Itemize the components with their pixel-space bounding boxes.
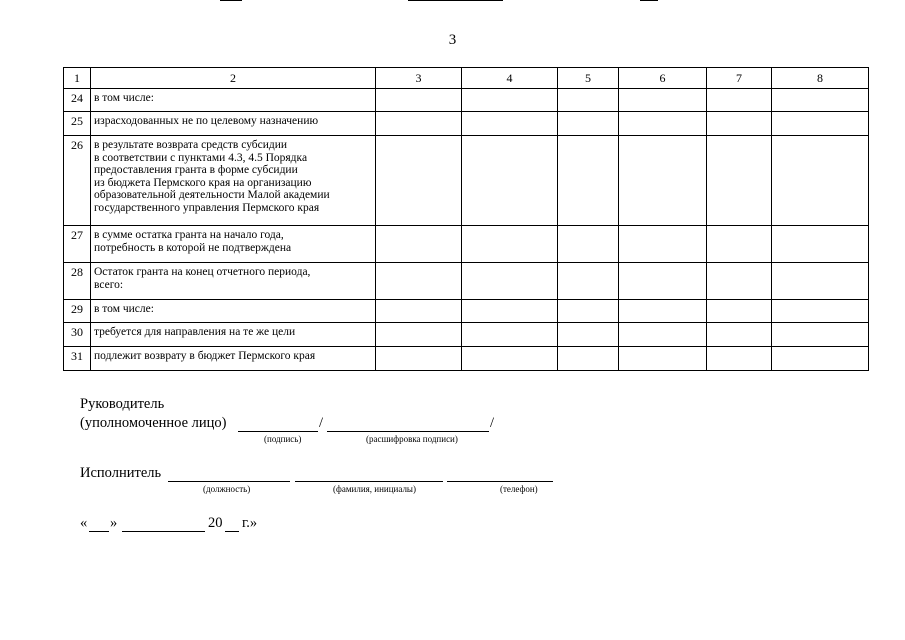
table-cell: [462, 347, 558, 371]
row-number: 28: [64, 263, 91, 300]
table-header-row: [64, 68, 869, 89]
table-row: [64, 112, 869, 136]
caption-name: (фамилия, инициалы): [333, 484, 416, 494]
row-number: 25: [64, 112, 91, 136]
header-cell: 8: [772, 68, 869, 89]
row-label: [91, 226, 376, 263]
table-cell: [772, 300, 869, 323]
executor-position-line: [168, 481, 290, 482]
table-cell: [707, 112, 772, 136]
row-label: [91, 323, 376, 347]
header-cell: 6: [619, 68, 707, 89]
row-label-line: подлежит возврату в бюджет Пермского края: [94, 350, 316, 362]
table-cell: [619, 89, 707, 112]
row-label: [91, 112, 376, 136]
row-number: 26: [64, 136, 91, 226]
caption-phone: (телефон): [500, 484, 538, 494]
header-cell: 1: [64, 68, 91, 89]
executor-name-line: [295, 481, 443, 482]
row-label-line: Остаток гранта на конец отчетного периода,: [94, 266, 311, 278]
executor-label: Исполнитель: [80, 465, 162, 481]
table-cell: [772, 226, 869, 263]
table-row: [64, 226, 869, 263]
header-cell: 4: [462, 68, 558, 89]
table-cell: [707, 300, 772, 323]
row-label-line: в том числе:: [94, 92, 154, 104]
table-cell: [772, 323, 869, 347]
table-cell: [707, 263, 772, 300]
table-cell: [376, 323, 462, 347]
top-rule-right: [640, 0, 658, 1]
table-row: [64, 300, 869, 323]
header-cell: 7: [707, 68, 772, 89]
table-cell: [376, 89, 462, 112]
table-cell: [376, 300, 462, 323]
table-cell: [558, 226, 619, 263]
table-cell: [462, 263, 558, 300]
header-cell: 2: [91, 68, 376, 89]
row-label-line: в результате возврата средств субсидии: [94, 139, 288, 151]
top-rule-left: [220, 0, 242, 1]
table-cell: [619, 136, 707, 226]
table-cell: [619, 323, 707, 347]
row-label-line: в том числе:: [94, 303, 154, 315]
row-number: 29: [64, 300, 91, 323]
table-cell: [619, 263, 707, 300]
date-open-quote: «: [80, 515, 88, 531]
table-cell: [772, 89, 869, 112]
date-close-quote: »: [110, 515, 118, 531]
head-signature-line: [238, 431, 318, 432]
row-number: 24: [64, 89, 91, 112]
table-cell: [558, 89, 619, 112]
table-cell: [462, 89, 558, 112]
page-number: 3: [448, 32, 457, 48]
table-cell: [462, 300, 558, 323]
table-cell: [558, 112, 619, 136]
table-cell: [772, 347, 869, 371]
table-cell: [707, 347, 772, 371]
row-label-line: из бюджета Пермского края на организацию: [94, 176, 312, 189]
row-label-line: израсходованных не по целевому назначению: [94, 115, 319, 127]
table-cell: [707, 323, 772, 347]
head-decoding-line: [327, 431, 489, 432]
slash-separator: /: [319, 415, 324, 431]
header-cell: 3: [376, 68, 462, 89]
table-row: [64, 323, 869, 347]
date-suffix: г.»: [242, 515, 258, 531]
row-label-line: образовательной деятельности Малой академии: [94, 189, 330, 201]
table-cell: [707, 226, 772, 263]
date-year-prefix: 20: [208, 515, 223, 531]
table-cell: [772, 136, 869, 226]
executor-phone-line: [447, 481, 553, 482]
row-label: [91, 136, 376, 226]
table-cell: [558, 347, 619, 371]
row-label-line: государственного управления Пермского края: [94, 201, 320, 214]
row-number: 30: [64, 323, 91, 347]
date-year-line: [225, 531, 239, 532]
row-label-line: всего:: [94, 278, 124, 291]
top-rule-center: [408, 0, 503, 1]
table-cell: [376, 263, 462, 300]
row-label: [91, 263, 376, 300]
table-row: [64, 136, 869, 226]
table-cell: [558, 263, 619, 300]
table-cell: [772, 112, 869, 136]
table-cell: [772, 263, 869, 300]
table-cell: [558, 136, 619, 226]
row-number: 31: [64, 347, 91, 371]
table-cell: [619, 300, 707, 323]
table-row: [64, 89, 869, 112]
row-label-line: в соответствии с пунктами 4.3, 4.5 Порядка: [94, 151, 308, 164]
table-cell: [619, 347, 707, 371]
row-label: [91, 300, 376, 323]
table-cell: [462, 136, 558, 226]
row-label-line: предоставления гранта в форме субсидии: [94, 164, 298, 176]
table-cell: [462, 112, 558, 136]
row-label: [91, 89, 376, 112]
slash-separator: /: [490, 415, 495, 431]
row-label: [91, 347, 376, 371]
table-cell: [619, 112, 707, 136]
table-cell: [376, 226, 462, 263]
date-month-line: [122, 531, 205, 532]
header-cell: 5: [558, 68, 619, 89]
head-role-label: (уполномоченное лицо): [80, 415, 227, 431]
table-cell: [376, 347, 462, 371]
caption-signature: (подпись): [264, 434, 302, 444]
table-cell: [558, 300, 619, 323]
table-cell: [376, 136, 462, 226]
table-cell: [376, 112, 462, 136]
head-label: Руководитель: [80, 396, 165, 412]
table-cell: [619, 226, 707, 263]
table-cell: [707, 89, 772, 112]
caption-position: (должность): [203, 484, 251, 494]
row-label-line: потребность в которой не подтверждена: [94, 241, 292, 254]
caption-decoding: (расшифровка подписи): [366, 434, 458, 444]
table-cell: [462, 226, 558, 263]
row-label-line: в сумме остатка гранта на начало года,: [94, 229, 284, 241]
row-number: 27: [64, 226, 91, 263]
row-label-line: требуется для направления на те же цели: [94, 326, 296, 338]
table-cell: [707, 136, 772, 226]
table-cell: [558, 323, 619, 347]
table-cell: [462, 323, 558, 347]
table-row: [64, 347, 869, 371]
table-row: [64, 263, 869, 300]
date-day-line: [89, 531, 109, 532]
report-table: [63, 67, 869, 371]
